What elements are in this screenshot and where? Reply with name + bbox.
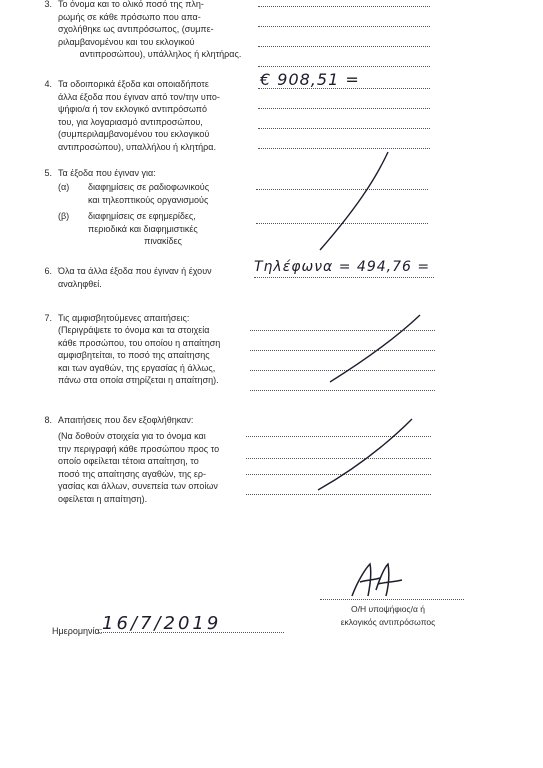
section-title: Απαιτήσεις που δεν εξοφλήθηκαν: (58, 415, 194, 425)
text-line: ρωμής σε κάθε πρόσωπο που απα- (58, 11, 201, 22)
section-text (58, 0, 263, 61)
section-6 (40, 259, 460, 295)
section-number: 4. (44, 79, 52, 89)
section-number: 3. (44, 0, 52, 9)
text-line: αντιπροσώπου), υπαλλήλου ή κλητήρα. (58, 141, 216, 152)
text-line: Όλα τα άλλα έξοδα που έγιναν ή έχουν (58, 266, 212, 276)
subitem-text (88, 210, 238, 248)
text-line: αντιπροσώπου), υπάλληλος ή κλητήρας. (79, 49, 242, 59)
dotted-line (258, 66, 430, 67)
text-line: ριλαμβανομένου και του εκλογικού (58, 36, 195, 47)
section-4 (40, 70, 460, 158)
section-number: 6. (44, 266, 52, 276)
text-line: ψήφιο/α ή τον εκλογικό αντιπρόσωπό (58, 104, 207, 114)
dotted-line (258, 6, 430, 7)
text-line: και των αγαθών, της εργασίας ή άλλως, (58, 362, 216, 373)
section-number: 8. (44, 415, 52, 425)
text-line: οποίο οφείλεται τέτοια απαίτηση, το (58, 456, 199, 466)
text-line: την περιγραφή κάθε προσώπου προς το (58, 443, 220, 454)
text-line: σχολήθηκε ως αντιπρόσωπος, (συμπε- (58, 24, 214, 34)
text-line: αμφισβητείται, το ποσό της απαίτησης (58, 350, 210, 360)
subitem-label: (β) (58, 211, 70, 221)
text-line: (συμπεριλαμβανομένου του εκλογικού (58, 129, 210, 139)
dotted-line (258, 108, 430, 109)
text-line: κάθε προσώπου, του οποίου η απαίτηση (58, 337, 221, 348)
text-line: πινακίδες (144, 236, 182, 246)
dotted-line (250, 390, 435, 391)
handwritten-amount: € 908,51 = (260, 70, 360, 89)
text-line: γασίας και άλλων, συνεπεία των οποίων (58, 481, 218, 491)
subitem-text (88, 181, 238, 206)
text-line: ποσό της απαίτησης αγαθών, της ερ- (58, 468, 206, 479)
text-line: αναληφθεί. (58, 278, 102, 289)
text-line: πάνω στα οποία στηρίζεται η απαίτηση). (58, 375, 219, 385)
text-line: του, για λογαριασμό αντιπροσώπου, (58, 116, 203, 127)
section-title: Τις αμφισβητούμενες απαιτήσεις: (58, 313, 190, 323)
signature-line (320, 599, 464, 600)
section-text (58, 78, 266, 153)
signature (348, 560, 408, 602)
section-text (58, 265, 258, 290)
text-line: οφείλεται η απαίτηση). (58, 493, 148, 504)
handwritten-amount: Τηλέφωνα = 494,76 = (254, 259, 431, 275)
section-3 (40, 0, 440, 68)
text-line: Το όνομα και το ολικό ποσό της πλη- (58, 0, 204, 9)
signer-subtitle: εκλογικός αντιπρόσωπος (340, 617, 436, 627)
text-line: άλλα έξοδα που έγιναν από τον/την υπο- (58, 91, 220, 102)
dotted-line (258, 26, 430, 27)
text-line: (Να δοθούν στοιχεία για το όνομα και (58, 431, 206, 441)
section-number: 5. (44, 168, 52, 178)
subitem-a (58, 181, 258, 209)
text-line: Τα οδοιπορικά έξοδα και οποιαδήποτε (58, 79, 209, 89)
strike-through-slash (310, 416, 420, 496)
text-line: (Περιγράψετε το όνομα και τα στοιχεία (58, 325, 210, 335)
section-text (58, 430, 248, 505)
dotted-line (258, 128, 430, 129)
date-line (98, 632, 284, 633)
date-value: 16/7/2019 (102, 613, 222, 634)
section-text (58, 324, 252, 387)
section-number: 7. (44, 313, 52, 323)
dotted-line (254, 277, 434, 278)
signer-title: Ο/Η υποψήφιος/α ή (351, 604, 425, 614)
strike-through-slash (320, 312, 430, 387)
text-line: διαφημίσεις σε εφημερίδες, (88, 211, 196, 221)
strike-through-slash (300, 150, 400, 260)
date-label: Ημερομηνία: (52, 626, 103, 636)
subitem-label: (α) (58, 182, 70, 192)
text-line: περιοδικά και διαφημιστικές (88, 223, 198, 234)
subitem-b (58, 210, 258, 250)
text-line: και τηλεοπτικούς οργανισμούς (88, 194, 209, 205)
dotted-line (258, 88, 430, 89)
dotted-line (258, 46, 430, 47)
section-title: Τα έξοδα που έγιναν για: (58, 168, 156, 178)
text-line: διαφημίσεις σε ραδιοφωνικούς (88, 182, 210, 192)
dotted-line (258, 148, 430, 149)
